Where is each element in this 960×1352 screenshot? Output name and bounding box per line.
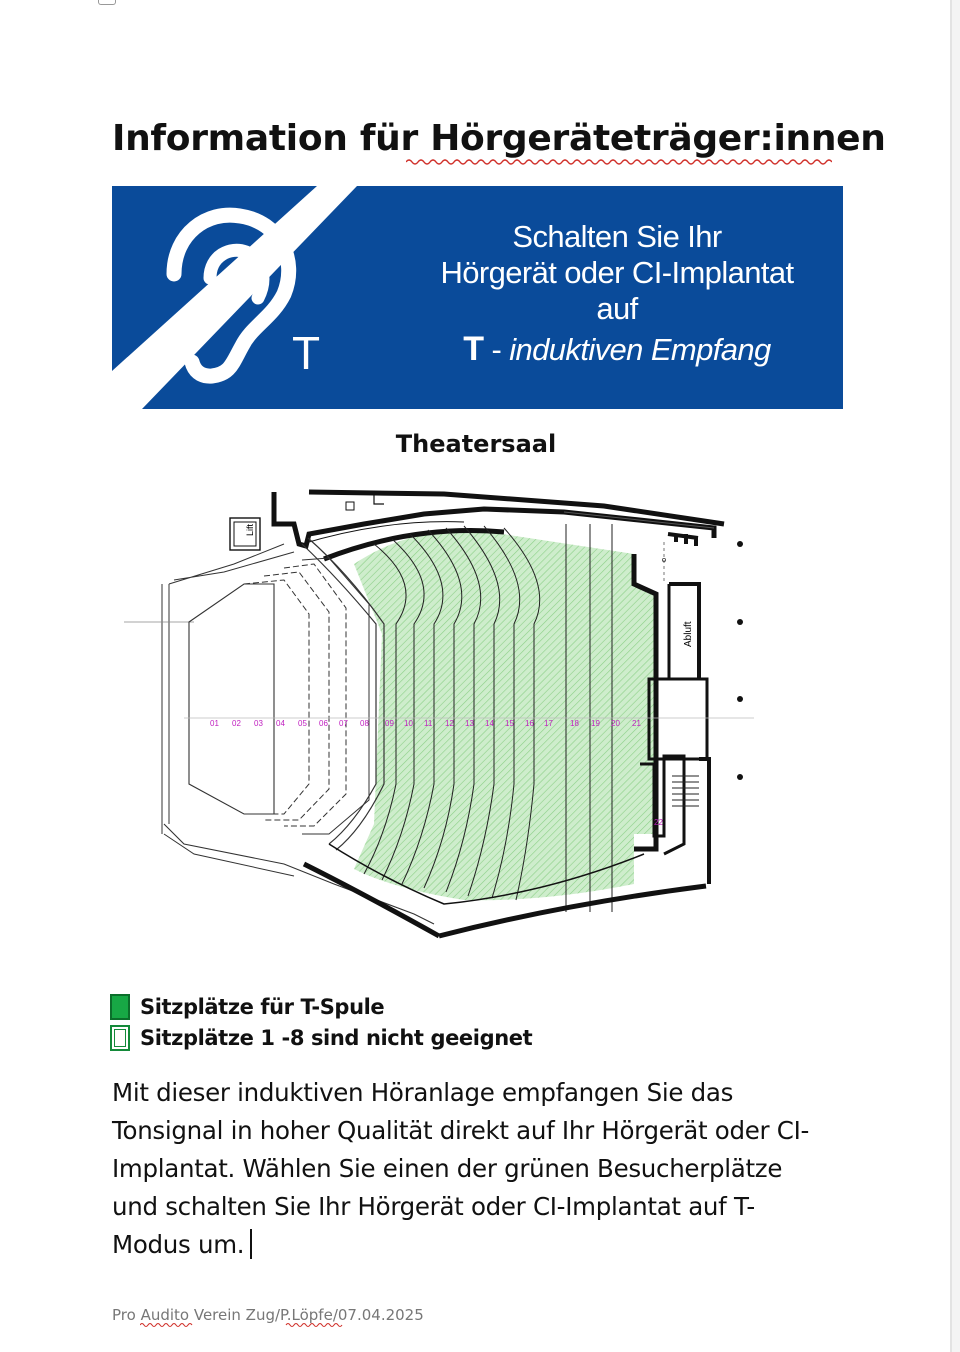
row-number: 03	[254, 719, 263, 728]
row-number: 01	[210, 719, 219, 728]
document-title[interactable]: Information für Hörgeräteträger:innen	[112, 118, 886, 159]
row-number: 18	[570, 719, 579, 728]
text-cursor	[250, 1229, 252, 1259]
banner-line-3: auf	[596, 291, 638, 326]
row-number: 14	[485, 719, 494, 728]
row-number: 20	[611, 719, 620, 728]
banner-inductive-text: induktiven Empfang	[509, 332, 771, 367]
hearing-loop-ear-icon	[112, 186, 412, 409]
document-footer[interactable]: Pro Audito Verein Zug/P.Löpfe/07.04.2025	[112, 1306, 424, 1324]
row-number: 02	[232, 719, 241, 728]
footer-spellcheck-underline	[140, 1322, 500, 1328]
row-number: 09	[385, 719, 394, 728]
row-number: 19	[591, 719, 600, 728]
row-number: 22	[654, 818, 663, 827]
body-paragraph[interactable]	[112, 1074, 852, 1264]
row-number: 21	[632, 719, 641, 728]
page-margin	[952, 0, 960, 1352]
body-line: Implantat. Wählen Sie einen der grünen Besucherplätze	[112, 1154, 783, 1183]
legend-label-2: Sitzplätze 1 -8 sind nicht geeignet	[140, 1026, 533, 1050]
abluft-label: Abluft	[683, 621, 694, 647]
banner-t-letter: T	[463, 330, 484, 368]
row-number: 06	[319, 719, 328, 728]
legend-unsuitable-seats	[110, 1025, 532, 1051]
row-number: 15	[505, 719, 514, 728]
legend-label-1: Sitzplätze für T-Spule	[140, 995, 385, 1019]
banner-line-2: Hörgerät oder CI-Implantat	[440, 255, 794, 290]
spellcheck-underline	[406, 158, 832, 166]
row-number: 12	[445, 719, 454, 728]
plan-heading[interactable]: Theatersaal	[395, 430, 557, 458]
body-line: Mit dieser induktiven Höranlage empfangen Sie das	[112, 1078, 734, 1107]
body-line: und schalten Sie Ihr Hörgerät oder CI-Implantat auf T-	[112, 1192, 755, 1221]
legend-t-coil-seats	[110, 994, 384, 1020]
row-number: 05	[298, 719, 307, 728]
row-number: 04	[276, 719, 285, 728]
banner-dash: -	[483, 332, 510, 367]
banner-line-4	[412, 331, 822, 368]
row-number: 13	[465, 719, 474, 728]
theater-floor-plan	[124, 484, 764, 944]
banner-line-1: Schalten Sie Ihr	[512, 219, 722, 254]
banner-instruction	[412, 219, 822, 368]
body-line-last	[112, 1226, 852, 1264]
row-number: 10	[404, 719, 413, 728]
row-number: 11	[424, 719, 433, 728]
page-top-marker	[98, 0, 116, 5]
t-coil-symbol: T	[292, 327, 321, 379]
legend-outline-swatch	[110, 1025, 130, 1051]
legend-green-swatch	[110, 994, 130, 1020]
row-number: 17	[544, 719, 553, 728]
body-line: Modus um.	[112, 1230, 245, 1259]
body-line: Tonsignal in hoher Qualität direkt auf Ihr Hörgerät oder CI-	[112, 1116, 810, 1145]
row-number: 08	[360, 719, 369, 728]
row-number: 07	[339, 719, 348, 728]
row-number: 16	[525, 719, 534, 728]
lift-label: Lift	[245, 523, 255, 536]
hearing-loop-banner	[112, 186, 843, 409]
